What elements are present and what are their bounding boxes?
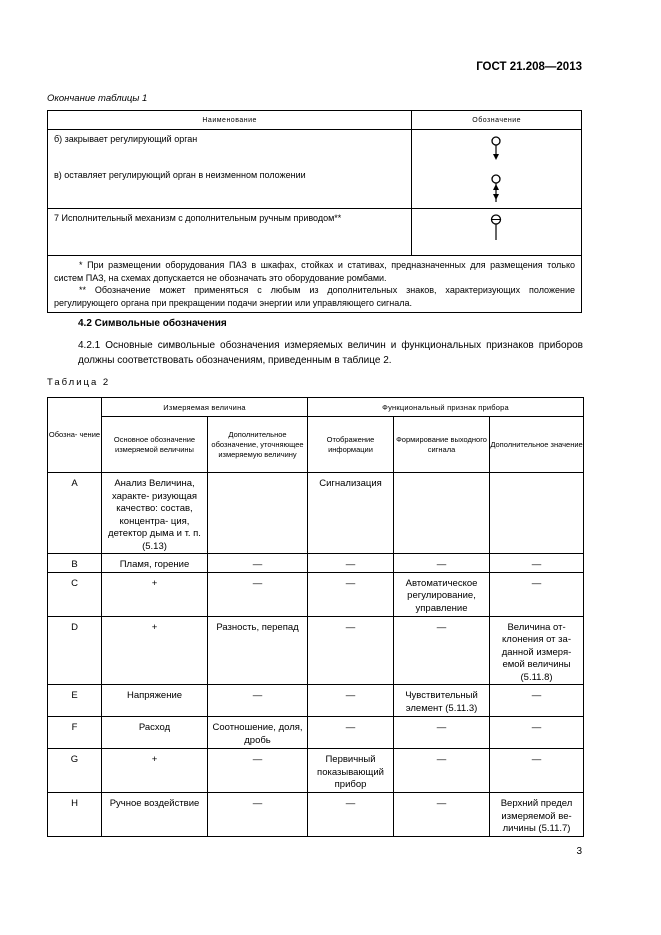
cell-additional: — <box>208 749 308 793</box>
manual-drive-icon <box>489 214 503 242</box>
col-additional-header: Дополнительное обозначение, уточняющее измеряемую величину <box>208 417 308 473</box>
cell-extra: Верхний предел измеряемой ве- личины (5.11.7) <box>490 793 584 837</box>
cell-basic: + <box>102 749 208 793</box>
table-row <box>48 685 584 717</box>
cell-output: — <box>394 793 490 837</box>
cell-extra: — <box>490 749 584 793</box>
cell-basic: Анализ Величина, характе- ризующая качество: состав, концентра- ция, детектор дыма и т. п. (5.13) <box>102 473 208 554</box>
row-name: б) закрывает регулирующий орган <box>54 134 198 144</box>
cell-basic: Пламя, горение <box>102 554 208 573</box>
cell-designation: E <box>48 685 102 717</box>
cell-extra <box>490 473 584 554</box>
cell-additional: Разность, перепад <box>208 616 308 685</box>
cell-designation: B <box>48 554 102 573</box>
cell-basic: + <box>102 616 208 685</box>
cell-output: — <box>394 616 490 685</box>
cell-additional: Соотношение, доля, дробь <box>208 717 308 749</box>
col-extra-header: Дополнительное значение <box>490 417 584 473</box>
col-designation-header: Обозна- чение <box>48 398 102 473</box>
cell-display: Сигнализация <box>308 473 394 554</box>
table-2-caption: Таблица 2 <box>47 377 111 388</box>
cell-basic: Напряжение <box>102 685 208 717</box>
symbol-cell <box>412 209 582 256</box>
cell-designation: A <box>48 473 102 554</box>
col-output-header: Формирование выходного сигнала <box>394 417 490 473</box>
table-row <box>48 572 584 616</box>
table-row <box>48 717 584 749</box>
cell-extra: — <box>490 572 584 616</box>
section-paragraph: 4.2.1 Основные символьные обозначения измеряемых величин и функциональных признаков приборов должны соответствовать обозначениям, приведенным в таблице 2. <box>78 340 583 366</box>
col-name-header: Наименование <box>48 111 412 130</box>
cell-extra: — <box>490 554 584 573</box>
cell-display: — <box>308 572 394 616</box>
cell-extra: Величина от- клонения от за- данной измеря- емой величины (5.11.8) <box>490 616 584 685</box>
cell-output: Автоматическое регулирование, управление <box>394 572 490 616</box>
standard-number: ГОСТ 21.208—2013 <box>476 61 582 73</box>
valve-close-icon <box>489 136 503 162</box>
cell-display: — <box>308 793 394 837</box>
cell-additional: — <box>208 685 308 717</box>
cell-output: Чувствительный элемент (5.11.3) <box>394 685 490 717</box>
table-row <box>48 616 584 685</box>
cell-display: — <box>308 685 394 717</box>
table-1 <box>47 110 582 313</box>
table-row <box>48 130 412 209</box>
table-continuation-label: Окончание таблицы 1 <box>47 93 148 104</box>
cell-additional: — <box>208 554 308 573</box>
group-measured-header: Измеряемая величина <box>102 398 308 417</box>
cell-designation: D <box>48 616 102 685</box>
cell-designation: G <box>48 749 102 793</box>
row-name: 7 Исполнительный механизм с дополнительным ручным приводом** <box>54 213 342 223</box>
cell-display: — <box>308 554 394 573</box>
table-row <box>48 793 584 837</box>
cell-output: — <box>394 717 490 749</box>
cell-basic: + <box>102 572 208 616</box>
table-2 <box>47 397 584 837</box>
valve-hold-icon <box>489 174 503 204</box>
cell-output: — <box>394 749 490 793</box>
table-row <box>48 749 584 793</box>
group-functional-header: Функциональный признак прибора <box>308 398 584 417</box>
cell-display: Первичный показывающий прибор <box>308 749 394 793</box>
cell-designation: F <box>48 717 102 749</box>
cell-display: — <box>308 616 394 685</box>
row-name: в) оставляет регулирующий орган в неизменном положении <box>54 170 306 180</box>
section-title: 4.2 Символьные обозначения <box>78 318 227 329</box>
symbol-cell <box>412 130 582 209</box>
cell-additional <box>208 473 308 554</box>
table-row <box>48 473 584 554</box>
cell-basic: Ручное воздействие <box>102 793 208 837</box>
col-display-header: Отображение информации <box>308 417 394 473</box>
cell-display: — <box>308 717 394 749</box>
note-2: ** Обозначение может применяться с любым из дополнительных знаков, характеризующих положение регулирующего органа при прекращении подачи энергии или управляющего сигнала. <box>54 285 575 308</box>
cell-additional: — <box>208 572 308 616</box>
page-number: 3 <box>576 846 582 857</box>
cell-additional: — <box>208 793 308 837</box>
col-symbol-header: Обозначение <box>412 111 582 130</box>
cell-designation: C <box>48 572 102 616</box>
cell-designation: H <box>48 793 102 837</box>
table-row <box>48 209 412 256</box>
cell-output <box>394 473 490 554</box>
cell-basic: Расход <box>102 717 208 749</box>
cell-extra: — <box>490 717 584 749</box>
cell-output: — <box>394 554 490 573</box>
table-notes <box>48 256 582 313</box>
cell-extra: — <box>490 685 584 717</box>
table-row <box>48 554 584 573</box>
note-1: * При размещении оборудования ПАЗ в шкафах, стойках и стативах, предназначенных для размещения только систем ПАЗ, на схемах допускается не обозначать это оборудование ромбами. <box>54 260 575 283</box>
col-basic-header: Основное обозначение измеряемой величины <box>102 417 208 473</box>
